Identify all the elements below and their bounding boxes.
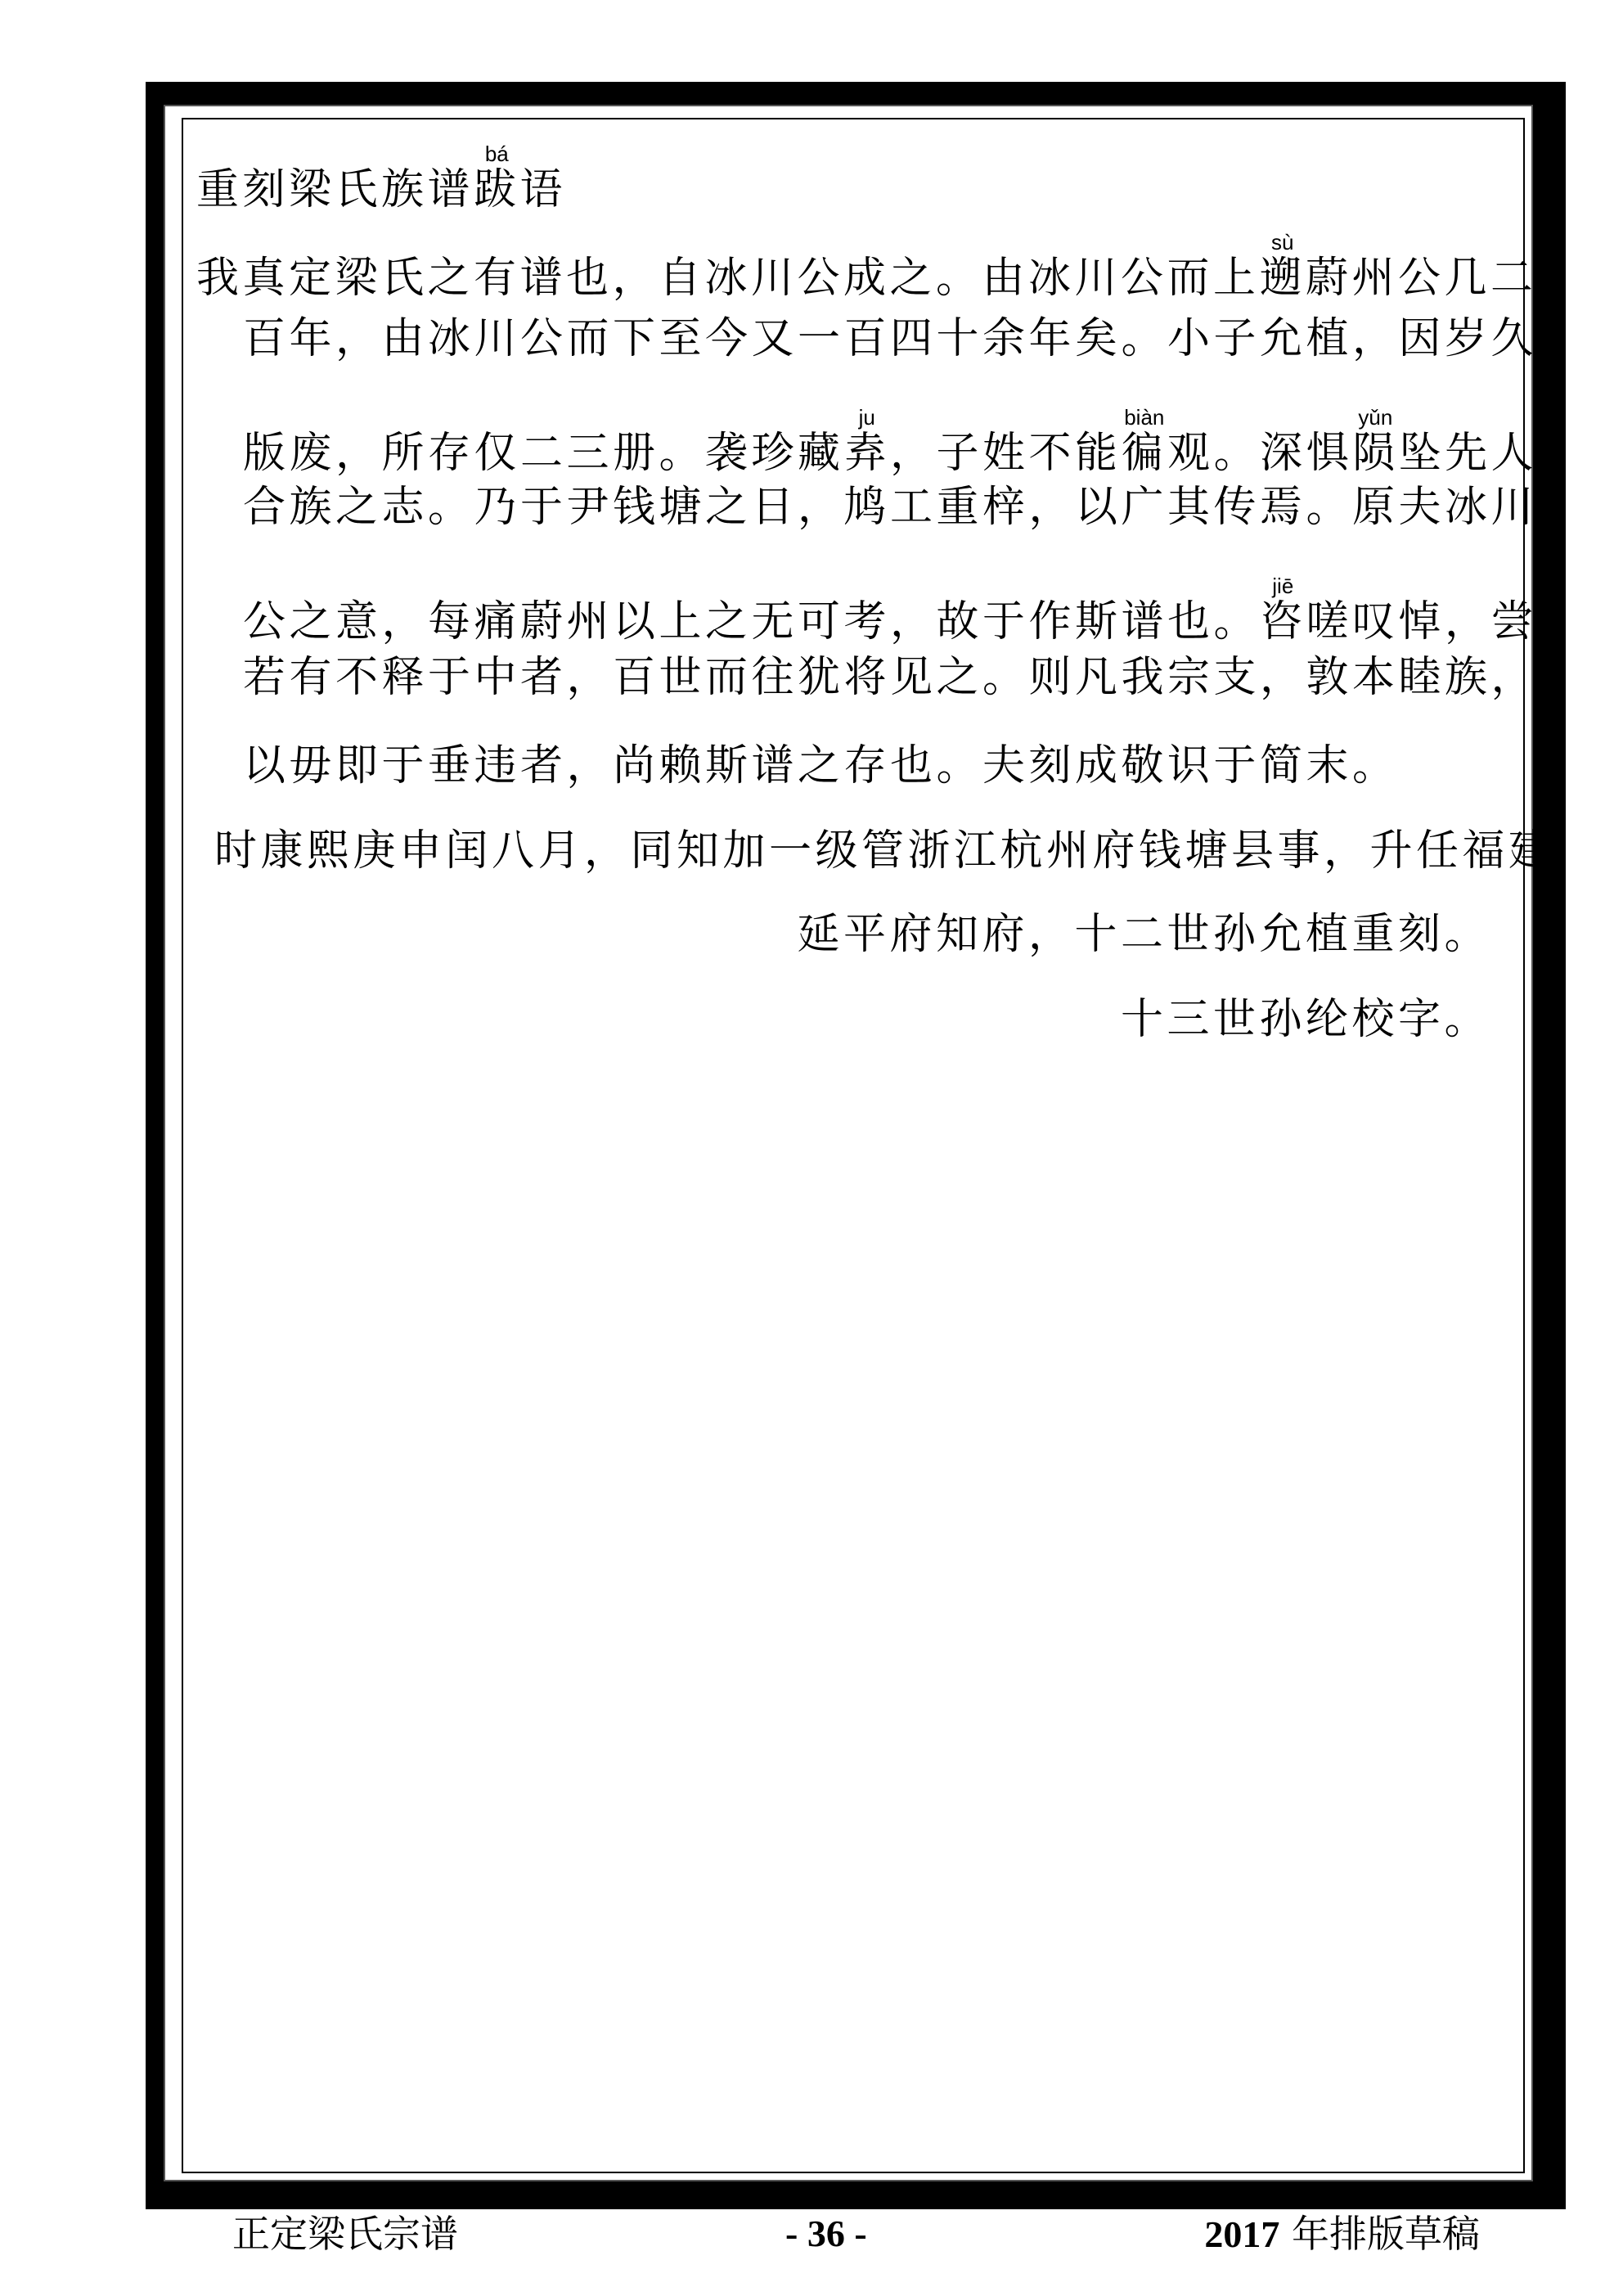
annotated-character: 遡sù <box>1259 230 1306 303</box>
pinyin-annotation: yǔn <box>1352 405 1399 430</box>
body-line <box>243 314 1537 363</box>
text-segment: 延平府知府，十二世孙允植重刻。 <box>797 910 1490 959</box>
text-segment: 十三世孙纶校字。 <box>1120 995 1490 1044</box>
text-segment: 时康熙庚申闰八月，同知加一级管浙江杭州府钱塘县事，升任福建 <box>214 826 1555 876</box>
text-segment: 以毋即于垂违者，尚赖斯谱之存也。夫刻成敬识于简末。 <box>243 741 1399 790</box>
pinyin-annotation: ju <box>843 405 891 430</box>
signature-line <box>797 910 1490 959</box>
text-segment: 观。深惧 <box>1167 429 1353 478</box>
text-segment: 蔚州公几二 <box>1306 254 1537 303</box>
body-line <box>243 653 1537 702</box>
text-segment: 语 <box>519 165 567 214</box>
text-segment: 嗟叹悼，尝 <box>1306 597 1538 646</box>
footer-year: 2017 <box>1204 2213 1280 2255</box>
pinyin-annotation: biàn <box>1121 405 1168 430</box>
footer-draft-label: 年排版草稿 <box>1292 2212 1480 2256</box>
text-segment: 版废，所存仅二三册。袭珍藏 <box>243 429 844 478</box>
body-line <box>196 232 1537 303</box>
text-segment: 合族之志。乃于尹钱塘之日，鸠工重梓，以广其传焉。原夫冰川 <box>243 483 1538 532</box>
text-segment: 若有不释于中者，百世而往犹将见之。则凡我宗支，敦本睦族， <box>243 653 1538 702</box>
body-line <box>243 407 1537 478</box>
text-segment: 公之意，每痛蔚州以上之无可考，故于作斯谱也。 <box>243 597 1261 646</box>
pinyin-annotation: sù <box>1259 230 1306 254</box>
text-segment: ，子姓不能 <box>890 429 1122 478</box>
document-title <box>196 144 566 214</box>
annotated-character: 陨yǔn <box>1352 405 1399 478</box>
footer-book-title: 正定梁氏宗谱 <box>232 2212 458 2256</box>
body-line <box>243 483 1537 532</box>
text-segment: 我真定梁氏之有谱也，自冰川公成之。由冰川公而上 <box>196 254 1260 303</box>
text-segment: 百年，由冰川公而下至今又一百四十余年矣。小子允植，因岁久 <box>243 314 1538 363</box>
footer-draft-note <box>1204 2209 1480 2259</box>
text-segment: 重刻梁氏族谱 <box>196 165 474 214</box>
proofreader-line <box>1121 995 1490 1044</box>
footer-page-number: - 36 - <box>785 2213 867 2254</box>
pinyin-annotation: bá <box>474 142 520 166</box>
annotated-character: 徧biàn <box>1121 405 1168 478</box>
body-line <box>243 741 1399 790</box>
body-line <box>214 826 1555 876</box>
annotated-character: 咨jiē <box>1260 574 1306 646</box>
pinyin-annotation: jiē <box>1260 574 1306 598</box>
annotated-character: 跋bá <box>474 142 520 214</box>
body-line <box>243 576 1537 646</box>
text-segment: 坠先人 <box>1398 429 1538 478</box>
annotated-character: 弆ju <box>843 405 891 478</box>
